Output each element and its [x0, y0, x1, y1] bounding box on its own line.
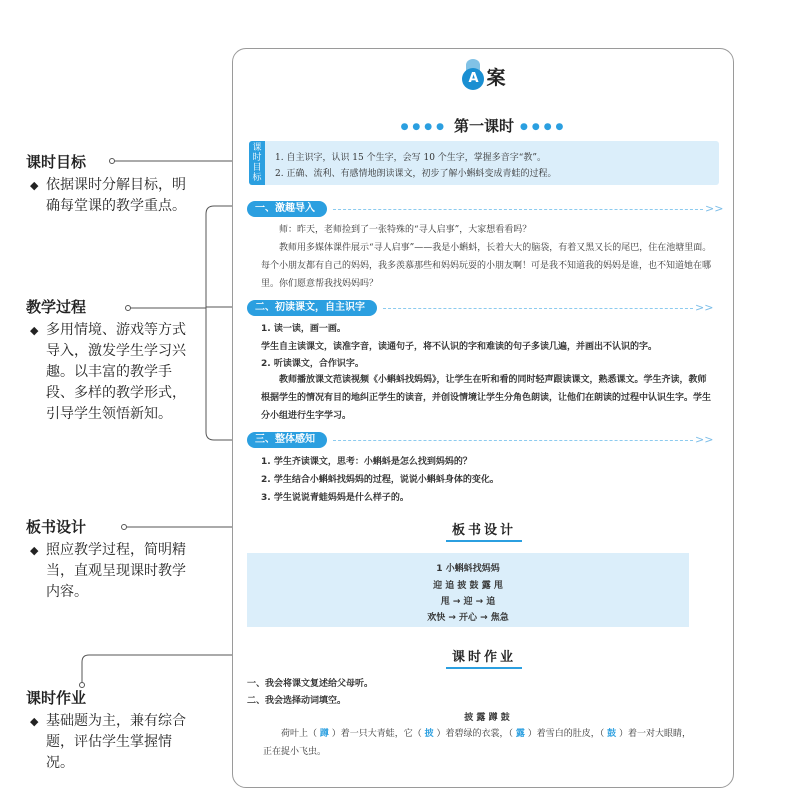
paragraph: 学生自主读课文，读准字音，读通句子，将不认识的字和难读的句子多读几遍，并画出不认识的字。	[261, 342, 658, 352]
board-line: 欢快 → 开心 → 焦急	[427, 613, 509, 623]
board-line: 迎 追 披 鼓 露 甩	[433, 581, 503, 591]
annotation-process-title: 教学过程	[26, 298, 87, 316]
goal-tag-char: 目	[252, 163, 262, 173]
annotation-process-body: ◆ 多用情境、游戏等方式导入，激发学生学习兴趣。以丰富的教学手段、多样的教学形式，引导学生领悟新知。	[26, 320, 196, 425]
paragraph: 1. 学生齐读课文，思考：小蝌蚪是怎么找到妈妈的？	[261, 457, 472, 467]
annotation-homework-body: ◆ 基础题为主，兼有综合题，评估学生掌握情况。	[26, 711, 196, 774]
goal-tag-char: 课	[252, 143, 262, 153]
double-chevron-icon: >>	[695, 433, 714, 446]
annotation-board-body: ◆ 照应教学过程，简明精当，直观呈现课时教学内容。	[26, 540, 196, 603]
case-heading	[233, 63, 735, 90]
goal-tag-char: 标	[252, 173, 262, 183]
homework-answer: 鼓	[607, 729, 617, 739]
board-title: 板书设计	[446, 519, 522, 542]
section-divider	[333, 440, 693, 441]
paragraph: 2. 学生结合小蝌蚪找妈妈的过程，说说小蝌蚪身体的变化。	[261, 475, 499, 485]
annotation-goal-body: ◆ 依据课时分解目标，明确每堂课的教学重点。	[26, 175, 196, 217]
homework-answer: 露	[515, 729, 525, 739]
homework-title: 课时作业	[446, 646, 522, 669]
annotation-homework	[26, 688, 196, 774]
homework-banner	[233, 646, 735, 669]
board-banner	[233, 519, 735, 542]
homework-question: 一、我会将课文复述给父母听。	[247, 679, 374, 689]
double-chevron-icon: >>	[695, 301, 714, 314]
annotation-goal	[26, 152, 196, 217]
paragraph: 1. 读一读，画一画。	[261, 324, 346, 334]
homework-answer: 披	[424, 729, 434, 739]
homework-text: ）着碧绿的衣裳，（	[433, 729, 516, 739]
paragraph: 2. 听读课文，合作识字。	[261, 359, 364, 369]
goal-line: 2. 正确、流利、有感情地朗读课文，初步了解小蝌蚪变成青蛙的过程。	[275, 169, 557, 179]
homework-text: ）着雪白的肚皮，（	[524, 729, 608, 739]
paragraph: 教师用多媒体课件展示“寻人启事”——我是小蝌蚪，长着大大的脑袋，有着又黑又长的尾巴，住在池塘里面。每个小朋友都有自己的妈妈，我多羡慕那些和妈妈玩耍的小朋友啊！可是我不知道我的妈妈是谁，也不知道她在哪里。你们愿意帮我找妈妈吗？	[261, 243, 712, 289]
annotation-process	[26, 297, 196, 425]
homework-answer: 蹲	[319, 729, 329, 739]
board-line: 甩 → 迎 → 追	[440, 597, 496, 607]
homework-question: 二、我会选择动词填空。	[247, 696, 347, 706]
homework-text: 荷叶上（	[281, 729, 320, 739]
annotation-homework-title: 课时作业	[26, 689, 87, 707]
homework-options: 披 露 蹲 鼓	[464, 713, 510, 723]
section-tag: 二、初读课文，自主识字	[247, 300, 377, 316]
lesson-page	[232, 48, 734, 788]
paragraph: 教师播放课文范读视频《小蝌蚪找妈妈》，让学生在听和看的同时轻声跟读课文，熟悉课文。学生齐读，教师根据学生的情况有目的地纠正学生的读音，并创设情境让学生分角色朗读，让他们在朗读的过程中认识生字。学生分小组进行生字学习。	[261, 375, 712, 421]
goal-box	[249, 141, 719, 185]
annotation-board-title: 板书设计	[26, 518, 87, 536]
homework-fill-line: 正在捉小飞虫。	[263, 747, 327, 757]
annotation-board	[26, 517, 196, 603]
section-tag: 一、激趣导入	[247, 201, 327, 217]
goal-tag-char: 时	[252, 153, 262, 163]
homework-text: ）着一只大青蛙，它（	[328, 729, 425, 739]
goal-line: 1. 自主识字，认识 15 个生字，会写 10 个生字，掌握多音字“教”。	[275, 153, 546, 163]
flame-badge-icon: A	[462, 68, 484, 90]
lesson-heading	[233, 115, 735, 136]
homework-text: ）着一对大眼睛，	[616, 729, 692, 739]
board-box	[247, 553, 689, 627]
dots-right-icon: ●●●●	[520, 122, 568, 132]
double-chevron-icon: >>	[705, 202, 724, 215]
paragraph: 3. 学生说说青蛙妈妈是什么样子的。	[261, 493, 409, 503]
goal-tag	[249, 141, 265, 185]
annotation-goal-title: 课时目标	[26, 153, 87, 171]
section-divider	[383, 308, 693, 309]
homework-fill-line	[281, 725, 721, 743]
case-title: 案	[486, 67, 506, 89]
section-divider	[333, 209, 703, 210]
paragraph: 师：昨天，老师捡到了一张特殊的“寻人启事”，大家想看看吗？	[279, 225, 532, 235]
dots-left-icon: ●●●●	[400, 122, 448, 132]
lesson-title: 第一课时	[453, 117, 514, 135]
board-line: 1 小蝌蚪找妈妈	[436, 564, 500, 574]
section-tag: 三、整体感知	[247, 432, 327, 448]
